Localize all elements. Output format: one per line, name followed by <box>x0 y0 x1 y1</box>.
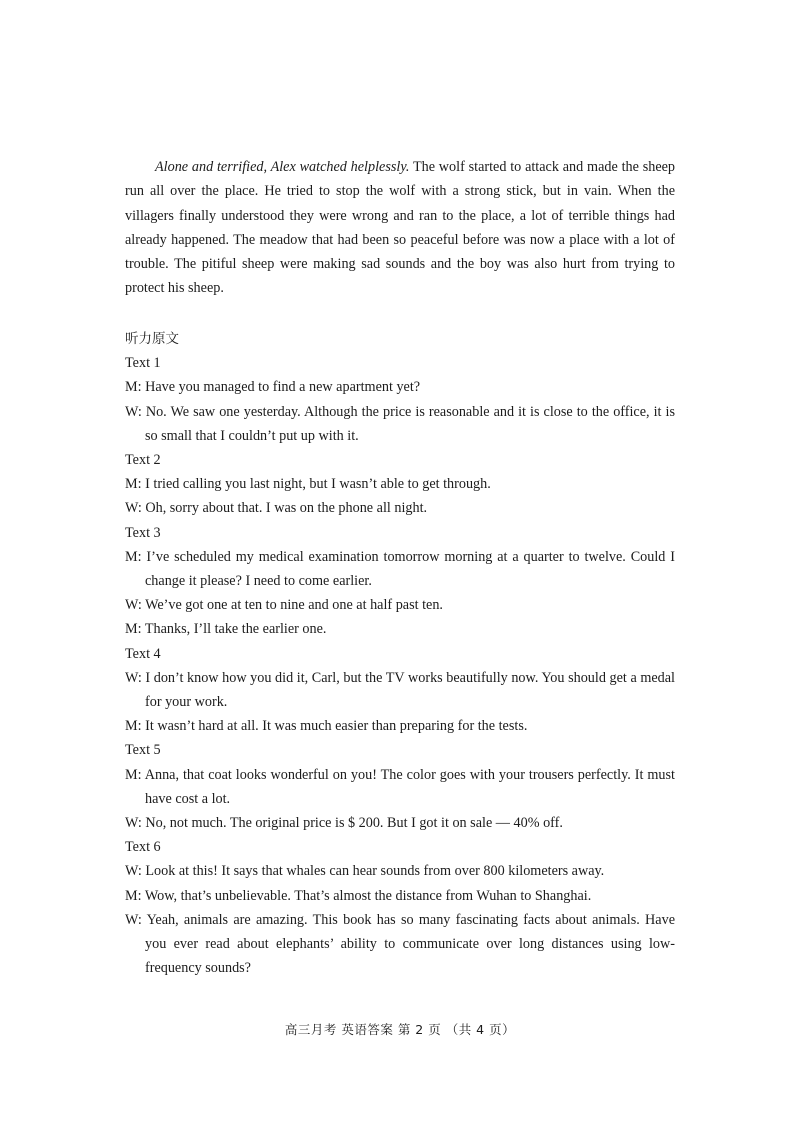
dialogue-line: M: It wasn’t hard at all. It was much easier than preparing for the tests. <box>125 718 528 735</box>
text-block-1 <box>125 351 675 448</box>
text-block-6 <box>125 835 675 980</box>
text-label: Text 6 <box>125 839 161 856</box>
dialogue-line: W: No. We saw one yesterday. Although the price is reasonable and it is close to the office, it is so small that I couldn’t put up with it. <box>125 403 675 444</box>
text-block-5 <box>125 738 675 835</box>
text-label: Text 1 <box>125 355 161 372</box>
text-label: Text 3 <box>125 524 161 541</box>
text-block-3 <box>125 521 675 642</box>
dialogue-line: W: No, not much. The original price is $ 200. But I got it on sale — 40% off. <box>125 814 563 831</box>
dialogue-line: M: I’ve scheduled my medical examination tomorrow morning at a quarter to twelve. Could I change it please? I need to come earlier. <box>125 548 675 589</box>
dialogue-line: W: I don’t know how you did it, Carl, but the TV works beautifully now. You should get a medal for your work. <box>125 669 675 710</box>
dialogue-line: W: Yeah, animals are amazing. This book has so many fascinating facts about animals. Have you ever read about elephants’ ability to communicate over long distances using low-frequency sounds? <box>125 911 675 977</box>
text-block-2 <box>125 448 675 521</box>
dialogue-line: W: Oh, sorry about that. I was on the phone all night. <box>125 500 428 517</box>
essay-italic-lead: Alone and terrified, Alex watched helplessly. <box>155 159 410 175</box>
text-label: Text 4 <box>125 645 161 662</box>
dialogue-line: W: We’ve got one at ten to nine and one at half past ten. <box>125 597 443 614</box>
text-label: Text 2 <box>125 451 161 468</box>
listening-transcript <box>125 327 675 980</box>
dialogue-line: M: Thanks, I’ll take the earlier one. <box>125 621 327 638</box>
dialogue-line: M: Have you managed to find a new apartment yet? <box>125 379 421 396</box>
listening-title: 听力原文 <box>125 331 179 347</box>
dialogue-line: M: I tried calling you last night, but I wasn’t able to get through. <box>125 476 491 493</box>
text-block-4 <box>125 642 675 739</box>
page-footer: 高三月考 英语答案 第 2 页 （共 4 页） <box>284 1022 516 1037</box>
dialogue-line: M: Anna, that coat looks wonderful on you! The color goes with your trousers perfectly. It must have cost a lot. <box>125 766 675 807</box>
text-label: Text 5 <box>125 742 161 759</box>
essay-body: The wolf started to attack and made the sheep run all over the place. He tried to stop the wolf with a strong stick, but in vain. When the villagers finally understood they were wrong and ran to the place, a lot of terrible things had already happened. The meadow that had been so peaceful before was now a place with a lot of trouble. The pitiful sheep were making sad sounds and the boy was also hurt from trying to protect his sheep. <box>125 159 676 297</box>
dialogue-line: W: Look at this! It says that whales can hear sounds from over 800 kilometers away. <box>125 863 605 880</box>
dialogue-line: M: Wow, that’s unbelievable. That’s almost the distance from Wuhan to Shanghai. <box>125 887 592 904</box>
essay-paragraph <box>125 155 675 301</box>
